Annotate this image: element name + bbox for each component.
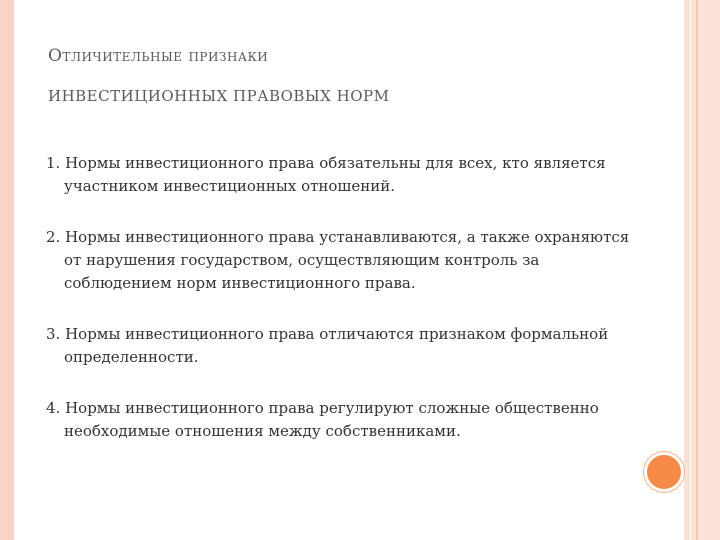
list-item: 3. Нормы инвестиционного права отличаются признаком формальной определенности. xyxy=(46,325,609,366)
right-band-divider xyxy=(690,0,691,540)
left-decorative-band xyxy=(0,0,14,540)
list-item: 4. Нормы инвестиционного права регулируют сложные общественно необходимые отношения между собственниками. xyxy=(46,399,599,440)
right-band-stripe xyxy=(696,0,698,540)
list-item: 2. Нормы инвестиционного права устанавливаются, а также охраняются от нарушения государством, осуществляющим контроль за соблюдением норм инвестиционного права. xyxy=(46,228,630,292)
slide-body xyxy=(46,152,636,471)
title-line-2: ИНВЕСТИЦИОННЫХ ПРАВОВЫХ НОРМ xyxy=(48,87,390,105)
title-line-1: Отличительные признаки xyxy=(48,46,269,66)
orange-circle-icon xyxy=(644,452,684,492)
list-item: 1. Нормы инвестиционного права обязательны для всех, кто является участником инвестиционных отношений. xyxy=(46,154,606,195)
slide-title xyxy=(48,36,648,116)
